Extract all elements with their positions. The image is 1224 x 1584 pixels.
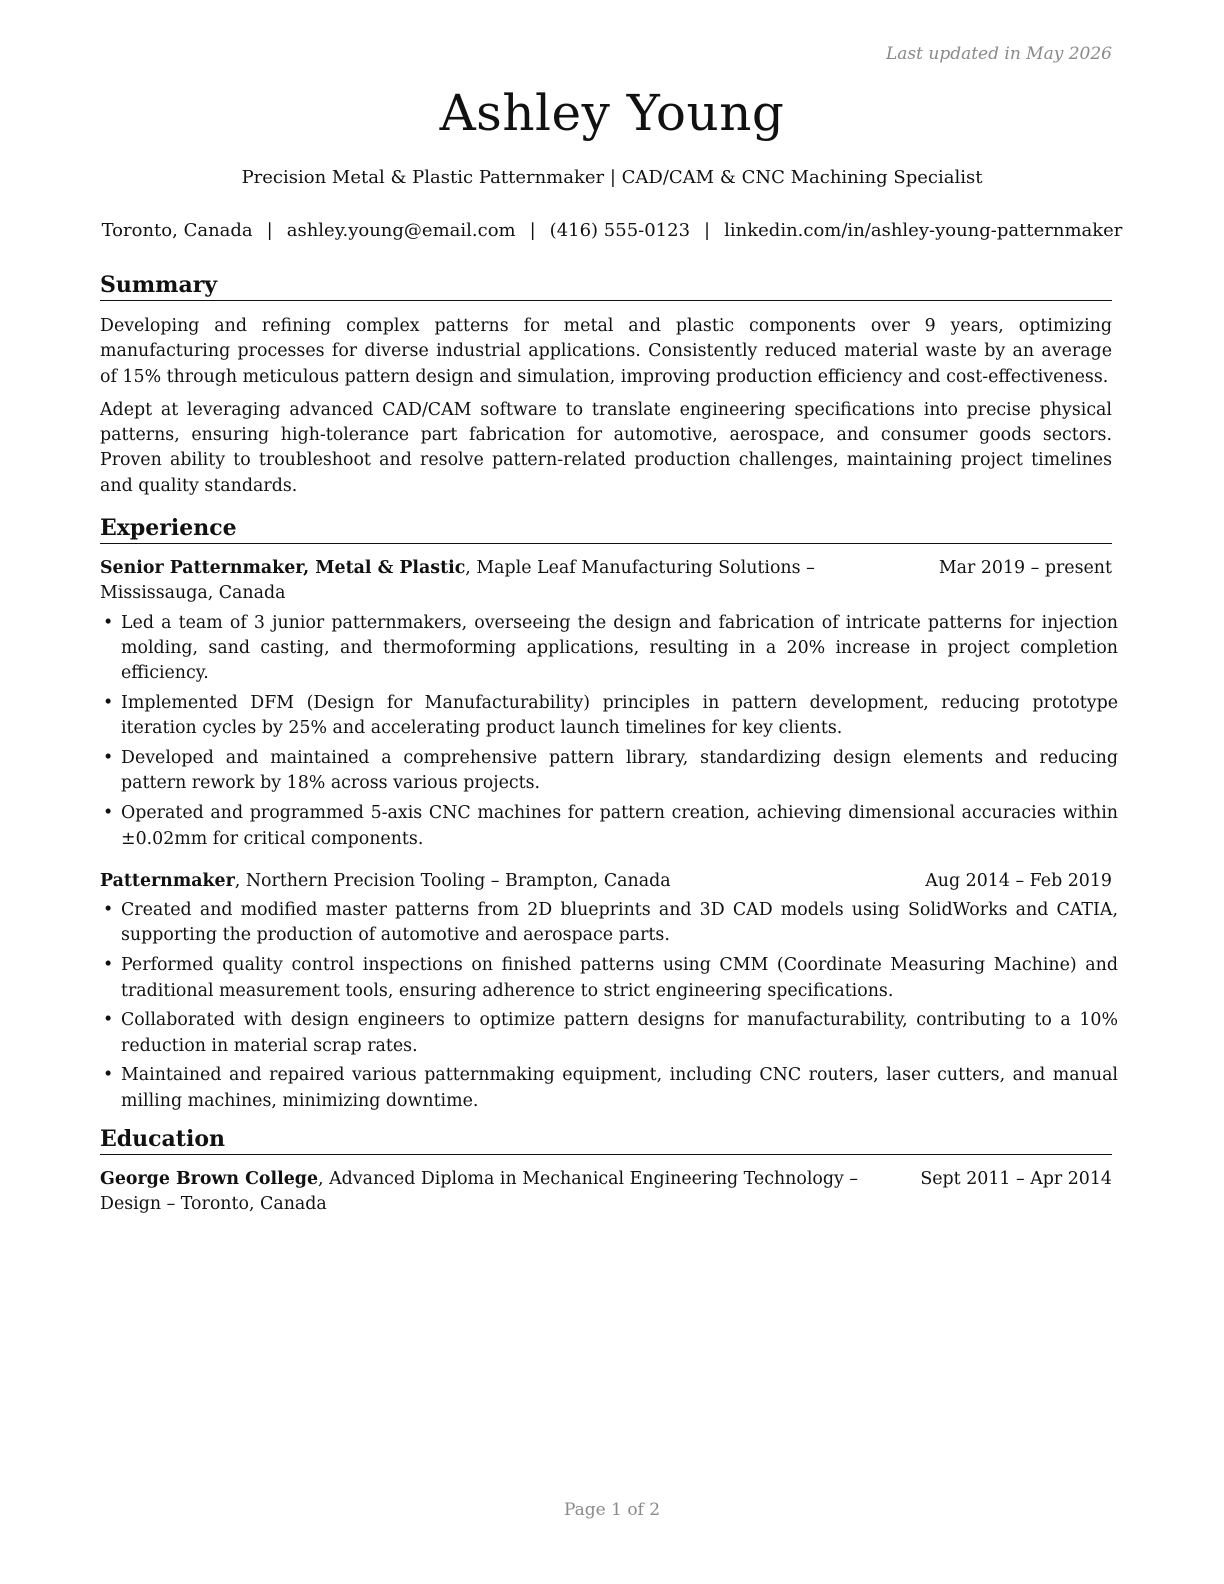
job-title-line: [100, 869, 890, 894]
summary-section: [100, 270, 1112, 499]
contact-location: Toronto, Canada: [101, 220, 253, 241]
job-bullet: • Operated and programmed 5-axis CNC machines for pattern creation, achieving dimensional accuracies within ±0.02mm for critical components.: [100, 801, 1118, 852]
job-company-location: , Maple Leaf Manufacturing Solutions – Mississauga, Canada: [100, 558, 815, 604]
job-bullet: • Led a team of 3 junior patternmakers, overseeing the design and fabrication of intricate patterns for injection molding, sand casting, and thermoforming applications, resulting in a 20% increase in project completion efficiency.: [100, 611, 1118, 687]
education-heading: Education: [100, 1124, 1112, 1155]
experience-section: [100, 513, 1118, 1114]
contact-email[interactable]: ashley.young@email.com: [286, 220, 516, 241]
summary-heading: Summary: [100, 270, 1112, 301]
education-program: , Advanced Diploma in Mechanical Engineering Technology – Design – Toronto, Canada: [100, 1169, 859, 1215]
job-bullet: • Created and modified master patterns from 2D blueprints and 3D CAD models using SolidWorks and CATIA, supporting the production of automotive and aerospace parts.: [100, 898, 1118, 949]
contact-line: [0, 220, 1224, 241]
summary-paragraph: Developing and refining complex patterns for metal and plastic components over 9 years, optimizing manufacturing processes for diverse industrial applications. Consistently reduced material waste by an average of 15% through meticulous pattern design and simulation, improving production efficiency and cost-effectiveness.: [100, 316, 1112, 387]
job-company-location: , Northern Precision Tooling – Brampton, Canada: [234, 870, 671, 891]
job-entry: [100, 869, 1118, 1114]
professional-headline: Precision Metal & Plastic Patternmaker | CAD/CAM & CNC Machining Specialist: [241, 167, 983, 188]
education-entry: [100, 1167, 1112, 1218]
job-dates: Aug 2014 – Feb 2019: [925, 870, 1112, 891]
job-title-line: [100, 556, 890, 607]
candidate-name: Ashley Young: [439, 84, 785, 142]
education-section: [100, 1124, 1112, 1218]
job-bullets: [100, 898, 1118, 1114]
job-bullets: [100, 611, 1118, 852]
job-role: Patternmaker: [100, 870, 235, 891]
contact-phone[interactable]: (416) 555-0123: [549, 220, 691, 241]
resume-body: [100, 270, 1118, 1218]
education-school: George Brown College: [100, 1169, 319, 1190]
contact-separator: |: [704, 220, 711, 241]
summary-paragraph: Adept at leveraging advanced CAD/CAM software to translate engineering specifications into precise physical patterns, ensuring high-tolerance part fabrication for automotive, aerospace, and consumer goods sectors. Proven ability to troubleshoot and resolve pattern-related production challenges, maintaining project timelines and quality standards.: [100, 399, 1112, 496]
job-bullet: • Developed and maintained a comprehensive pattern library, standardizing design elements and reducing pattern rework by 18% across various projects.: [100, 746, 1118, 797]
job-role: Senior Patternmaker, Metal & Plastic: [100, 558, 466, 579]
job-header: [100, 556, 1112, 607]
education-dates: Sept 2011 – Apr 2014: [920, 1169, 1112, 1190]
job-entry: [100, 556, 1118, 852]
last-updated-note: Last updated in May 2026: [885, 44, 1112, 64]
experience-heading: Experience: [100, 513, 1112, 544]
job-bullet: • Performed quality control inspections on finished patterns using CMM (Coordinate Measuring Machine) and traditional measurement tools, ensuring adherence to strict engineering specifications.: [100, 953, 1118, 1004]
job-bullet: • Maintained and repaired various patternmaking equipment, including CNC routers, laser cutters, and manual milling machines, minimizing downtime.: [100, 1063, 1118, 1114]
page-number: Page 1 of 2: [563, 1500, 661, 1520]
job-header: [100, 869, 1112, 894]
job-bullet: • Collaborated with design engineers to optimize pattern designs for manufacturability, contributing to a 10% reduction in material scrap rates.: [100, 1008, 1118, 1059]
contact-separator: |: [266, 220, 273, 241]
contact-linkedin[interactable]: linkedin.com/in/ashley-young-patternmaker: [724, 220, 1123, 241]
job-dates: Mar 2019 – present: [938, 558, 1112, 579]
contact-separator: |: [529, 220, 536, 241]
education-title-line: [100, 1167, 890, 1218]
job-bullet: • Implemented DFM (Design for Manufacturability) principles in pattern development, reducing prototype iteration cycles by 25% and accelerating product launch timelines for key clients.: [100, 691, 1118, 742]
